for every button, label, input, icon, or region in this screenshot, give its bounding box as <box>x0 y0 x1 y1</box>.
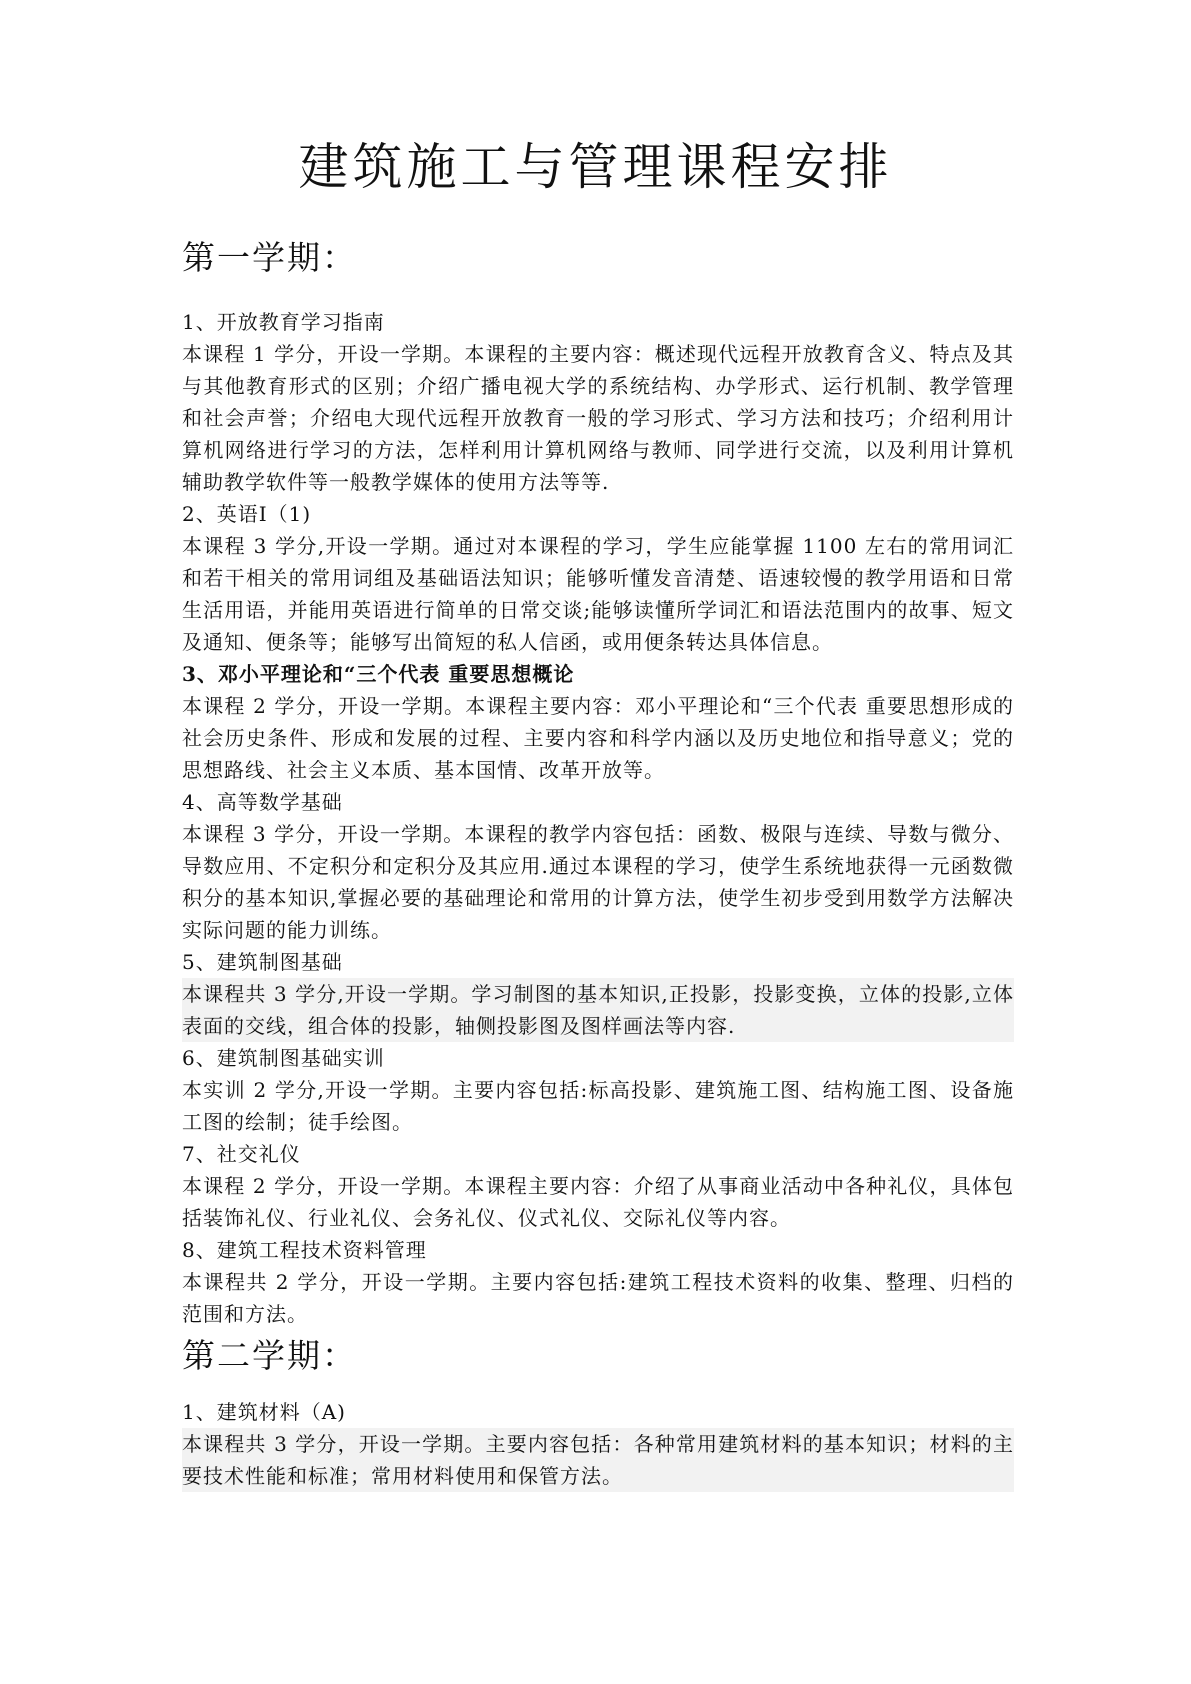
course-title: 2、英语Ⅰ（1) <box>182 502 312 526</box>
course-title: 5、建筑制图基础 <box>182 950 343 974</box>
course-item <box>182 946 1014 1042</box>
semester-2-section <box>182 1334 1014 1492</box>
document-body <box>182 236 1014 1492</box>
course-description: 本实训 2 学分,开设一学期。主要内容包括:标高投影、建筑施工图、结构施工图、设备施工图的绘制；徒手绘图。 <box>182 1078 1014 1134</box>
course-description: 本课程 2 学分，开设一学期。本课程主要内容：邓小平理论和“三个代表 重要思想形成的社会历史条件、形成和发展的过程、主要内容和科学内涵以及历史地位和指导意义；党的思想路线、社会主义本质、基本国情、改革开放等。 <box>182 694 1014 782</box>
course-item <box>182 658 1014 786</box>
course-description: 本课程共 3 学分，开设一学期。主要内容包括：各种常用建筑材料的基本知识；材料的主要技术性能和标准；常用材料使用和保管方法。 <box>182 1428 1014 1492</box>
course-item <box>182 1396 1014 1492</box>
course-description: 本课程 2 学分，开设一学期。本课程主要内容：介绍了从事商业活动中各种礼仪，具体包括装饰礼仪、行业礼仪、会务礼仪、仪式礼仪、交际礼仪等内容。 <box>182 1174 1014 1230</box>
course-item <box>182 306 1014 498</box>
document-title: 建筑施工与管理课程安排 <box>298 138 893 196</box>
course-item <box>182 786 1014 946</box>
course-item <box>182 1042 1014 1138</box>
semester-heading: 第一学期： <box>182 238 357 277</box>
course-title: 3、邓小平理论和“三个代表 重要思想概论 <box>182 662 575 686</box>
course-title: 1、建筑材料（A) <box>182 1400 346 1424</box>
course-title: 4、高等数学基础 <box>182 790 343 814</box>
course-item <box>182 1138 1014 1234</box>
semester-1-section <box>182 236 1014 1330</box>
semester-heading: 第二学期： <box>182 1336 357 1375</box>
course-title: 8、建筑工程技术资料管理 <box>182 1238 427 1262</box>
course-title: 1、开放教育学习指南 <box>182 310 385 334</box>
course-item <box>182 498 1014 658</box>
course-description: 本课程共 3 学分,开设一学期。学习制图的基本知识,正投影，投影变换，立体的投影,立体表面的交线，组合体的投影，轴侧投影图及图样画法等内容. <box>182 978 1014 1042</box>
course-description: 本课程 1 学分，开设一学期。本课程的主要内容：概述现代远程开放教育含义、特点及其与其他教育形式的区别；介绍广播电视大学的系统结构、办学形式、运行机制、教学管理和社会声誉；介绍电大现代远程开放教育一般的学习形式、学习方法和技巧；介绍利用计算机网络进行学习的方法，怎样利用计算机网络与教师、同学进行交流，以及利用计算机辅助教学软件等一般教学媒体的使用方法等等. <box>182 342 1014 494</box>
course-title: 6、建筑制图基础实训 <box>182 1046 385 1070</box>
course-title: 7、社交礼仪 <box>182 1142 301 1166</box>
course-item <box>182 1234 1014 1330</box>
course-description: 本课程 3 学分，开设一学期。本课程的教学内容包括：函数、极限与连续、导数与微分、导数应用、不定积分和定积分及其应用.通过本课程的学习，使学生系统地获得一元函数微积分的基本知识,掌握必要的基础理论和常用的计算方法，使学生初步受到用数学方法解决实际问题的能力训练。 <box>182 822 1014 942</box>
course-description: 本课程共 2 学分，开设一学期。主要内容包括:建筑工程技术资料的收集、整理、归档的范围和方法。 <box>182 1270 1014 1326</box>
course-description: 本课程 3 学分,开设一学期。通过对本课程的学习，学生应能掌握 1100 左右的常用词汇和若干相关的常用词组及基础语法知识；能够听懂发音清楚、语速较慢的教学用语和日常生活用语，并能用英语进行简单的日常交谈;能够读懂所学词汇和语法范围内的故事、短文及通知、便条等；能够写出简短的私人信函，或用便条转达具体信息。 <box>182 534 1014 654</box>
